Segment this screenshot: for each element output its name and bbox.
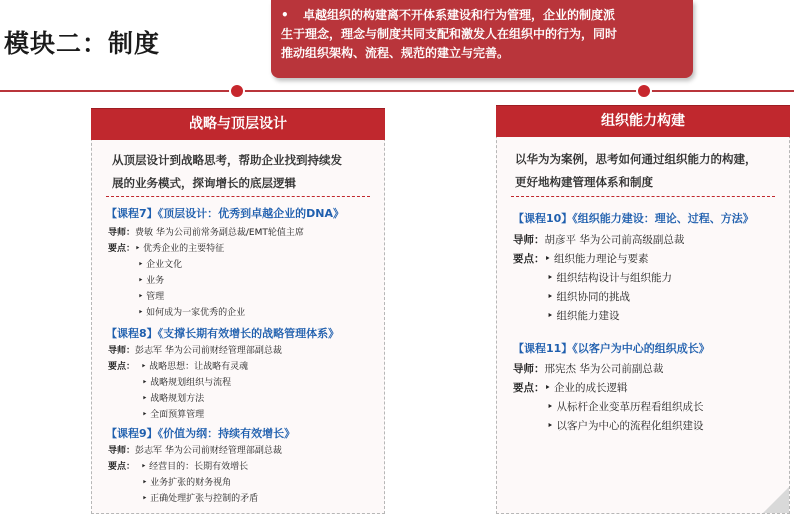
point-item: ‣ 业务扩张的财务视角 — [142, 478, 232, 488]
timeline-line — [0, 90, 794, 92]
timeline-dot-right — [636, 83, 652, 99]
mentor-line: 导师：彭志军 华为公司前财经管理部副总裁 — [108, 446, 282, 456]
intro-bullet: • — [281, 8, 289, 22]
point-item: ‣ 战略规划组织与流程 — [142, 378, 232, 388]
card-title: 组织能力构建 — [496, 105, 790, 137]
module-title: 模块二：制度 — [4, 29, 161, 58]
point-item: ‣ 业务 — [138, 276, 165, 286]
mentor-line: 导师：邢宪杰 华为公司前副总裁 — [513, 363, 664, 375]
mentor-line: 导师：胡彦平 华为公司前高级副总裁 — [513, 234, 685, 246]
card-description: 从顶层设计到战略思考，帮助企业找到持续发 展的业务模式，探询增长的底层逻辑 — [112, 153, 342, 190]
point-item: ‣ 管理 — [138, 292, 165, 302]
divider — [106, 196, 370, 197]
points-line: 要点： ‣ 经营目的：长期有效增长 — [108, 462, 249, 472]
point-item: ‣ 正确处理扩张与控制的矛盾 — [142, 494, 259, 504]
course-title: 【课程9】《价值为纲：持续有效增长》 — [106, 427, 296, 440]
course-title: 【课程11】《以客户为中心的组织成长》 — [513, 342, 710, 355]
intro-callout — [271, 0, 693, 78]
points-line: 要点： ‣ 战略思想：让战略有灵魂 — [108, 362, 249, 372]
divider — [511, 196, 775, 197]
point-item: ‣ 企业文化 — [138, 260, 183, 270]
course-title: 【课程10】《组织能力建设：理论、过程、方法》 — [513, 212, 754, 225]
intro-line: • 卓越组织的构建离不开体系建设和行为管理，企业的制度派 — [281, 6, 683, 25]
course-title: 【课程8】《支撑长期有效增长的战略管理体系》 — [106, 327, 340, 340]
card-description: 以华为为案例，思考如何通过组织能力的构建， 更好地构建管理体系和制度 — [515, 152, 757, 189]
mentor-line: 导师：彭志军 华为公司前财经管理部副总裁 — [108, 346, 282, 356]
course-title: 【课程7】《顶层设计：优秀到卓越企业的DNA》 — [106, 207, 345, 220]
points-line: 要点：‣ 组织能力理论与要素 — [513, 253, 649, 265]
points-line: 要点：‣ 企业的成长逻辑 — [513, 382, 628, 394]
point-item: ‣ 组织结构设计与组织能力 — [547, 272, 673, 284]
card-strategy — [91, 108, 385, 514]
point-item: ‣ 组织能力建设 — [547, 310, 620, 322]
page-curl-corner — [763, 487, 789, 513]
card-title: 战略与顶层设计 — [91, 108, 385, 140]
intro-line: 推动组织架构、流程、规范的建立与完善。 — [281, 46, 510, 60]
points-line: 要点：‣ 优秀企业的主要特征 — [108, 244, 225, 254]
mentor-line: 导师：费敏 华为公司前常务副总裁/EMT轮值主席 — [108, 228, 304, 238]
point-item: ‣ 全面预算管理 — [142, 410, 205, 420]
card-org-capability — [496, 105, 790, 514]
point-item: ‣ 从标杆企业变革历程看组织成长 — [547, 401, 704, 413]
timeline-dot-left — [229, 83, 245, 99]
point-item: ‣ 组织协同的挑战 — [547, 291, 631, 303]
point-item: ‣ 战略规划方法 — [142, 394, 205, 404]
point-item: ‣ 以客户为中心的流程化组织建设 — [547, 420, 704, 432]
intro-line: 生于理念，理念与制度共同支配和激发人在组织中的行为，同时 — [281, 27, 618, 41]
point-item: ‣ 如何成为一家优秀的企业 — [138, 308, 246, 318]
